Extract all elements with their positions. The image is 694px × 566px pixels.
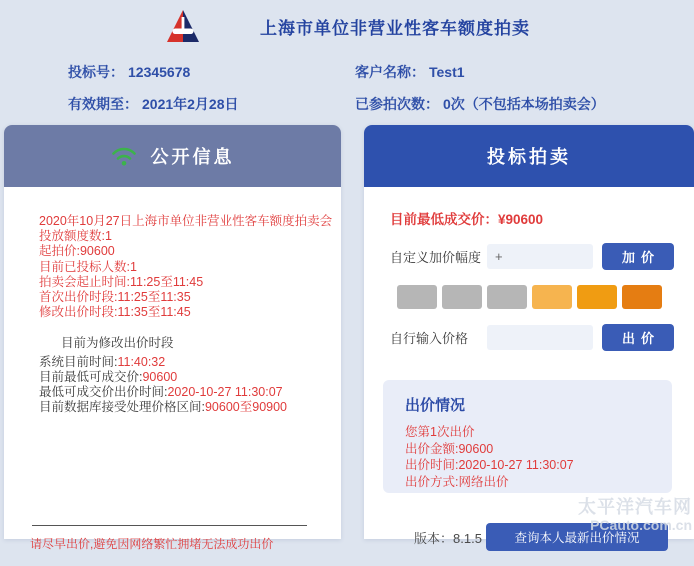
bid-status-lines (405, 424, 672, 490)
bid-auction-panel-header (364, 125, 694, 187)
public-info-panel-header (4, 125, 341, 187)
custom-increment-input[interactable] (487, 244, 593, 269)
bid-status-line: 您第1次出价 (405, 425, 475, 439)
custom-increment-label: 自定义加价幅度 (390, 250, 482, 265)
manual-price-row (390, 324, 674, 351)
auction-announcement-line: 2020年10月27日上海市单位非营业性客车额度拍卖会 (39, 214, 333, 228)
participation-count-value: 0次（不包括本场拍卖会） (443, 96, 605, 112)
valid-until-field (68, 94, 239, 114)
bid-number-label: 投标号： (68, 64, 124, 80)
increment-stepper-button[interactable] (577, 285, 617, 309)
bid-auction-body (364, 208, 694, 560)
raise-bid-button[interactable]: 加价 (602, 243, 674, 270)
auction-announcement-line: 目前已投标人数:1 (39, 259, 137, 274)
status-value: 90600 (142, 369, 178, 384)
bid-status-title: 出价情况 (405, 397, 466, 414)
system-status-line (39, 400, 323, 415)
auction-gavel-logo-icon (164, 8, 202, 44)
participation-count-field (355, 94, 605, 114)
valid-until-label: 有效期至： (68, 96, 138, 112)
status-value: 90600至90900 (204, 400, 288, 415)
bid-auction-panel (364, 125, 694, 546)
panel-footer-row (364, 523, 694, 551)
app-header (0, 0, 694, 52)
increment-stepper-button[interactable] (622, 285, 662, 309)
participation-count-label: 已参拍次数： (355, 96, 439, 112)
increment-stepper-button[interactable] (532, 285, 572, 309)
increment-stepper-button[interactable] (397, 285, 437, 309)
valid-until-value: 2021年2月28日 (142, 96, 239, 112)
system-status-lines (39, 355, 323, 416)
status-value: 2020-10-27 11:30:07 (167, 385, 283, 400)
status-label: 系统目前时间: (39, 354, 118, 369)
customer-name-value: Test1 (429, 64, 465, 80)
increment-stepper-buttons (397, 285, 674, 309)
current-phase-text: 目前为修改出价时段 (61, 336, 174, 351)
bid-status-line: 出价方式:网络出价 (405, 474, 509, 489)
customer-name-field (355, 62, 465, 82)
auction-announcement-line: 修改出价时段:11:35至11:45 (39, 305, 191, 320)
system-status-line (39, 355, 323, 370)
manual-price-label: 自行输入价格 (390, 331, 469, 346)
version-label: 版本： (414, 530, 454, 546)
customer-name-label: 客户名称： (355, 64, 425, 80)
auction-announcement-line: 起拍价:90600 (39, 244, 115, 259)
auction-announcement-lines (39, 214, 333, 320)
system-status-line (39, 385, 323, 400)
version-value: 8.1.5 (453, 530, 482, 546)
version-field (414, 528, 482, 547)
auction-announcement-line: 投放额度数:1 (39, 229, 112, 244)
wifi-icon (111, 145, 137, 167)
lowest-deal-price-label: 目前最低成交价： (390, 212, 498, 227)
lowest-deal-price-field (390, 208, 694, 228)
public-info-title: 公开信息 (150, 147, 235, 167)
status-label: 目前数据库接受处理价格区间: (39, 400, 205, 415)
manual-price-input[interactable] (487, 325, 593, 350)
increment-stepper-button[interactable] (442, 285, 482, 309)
watermark-line2: PCauto.com.cn (590, 516, 692, 533)
auction-announcement-line: 首次出价时段:11:25至11:35 (39, 290, 191, 305)
watermark-line1: 太平洋汽车网 (578, 496, 692, 517)
increment-stepper-button[interactable] (487, 285, 527, 309)
bid-status-line: 出价金额:90600 (405, 441, 494, 456)
system-status-line (39, 370, 323, 385)
bid-number-field (68, 62, 190, 82)
bid-status-line: 出价时间:2020-10-27 11:30:07 (405, 458, 574, 472)
status-value: 11:40:32 (117, 354, 166, 369)
page-title: 上海市单位非营业性客车额度拍卖 (260, 18, 530, 38)
bid-early-warning-text: 请尽早出价,避免因网络繁忙拥堵无法成功出价 (30, 537, 274, 551)
divider (32, 525, 307, 526)
bid-status-box (383, 380, 672, 493)
status-label: 目前最低可成交价: (39, 369, 143, 384)
auction-announcement-line: 拍卖会起止时间:11:25至11:45 (39, 274, 204, 289)
public-info-body (4, 214, 341, 566)
query-latest-bid-button[interactable]: 查询本人最新出价情况 (486, 523, 668, 551)
custom-increment-row (390, 243, 674, 270)
public-info-panel (4, 125, 341, 551)
bid-auction-title: 投标拍卖 (487, 147, 571, 167)
bid-number-value: 12345678 (128, 64, 191, 80)
status-label: 最低可成交价出价时间: (39, 385, 168, 400)
lowest-deal-price-value: ¥90600 (498, 212, 544, 227)
place-bid-button[interactable]: 出价 (602, 324, 674, 351)
